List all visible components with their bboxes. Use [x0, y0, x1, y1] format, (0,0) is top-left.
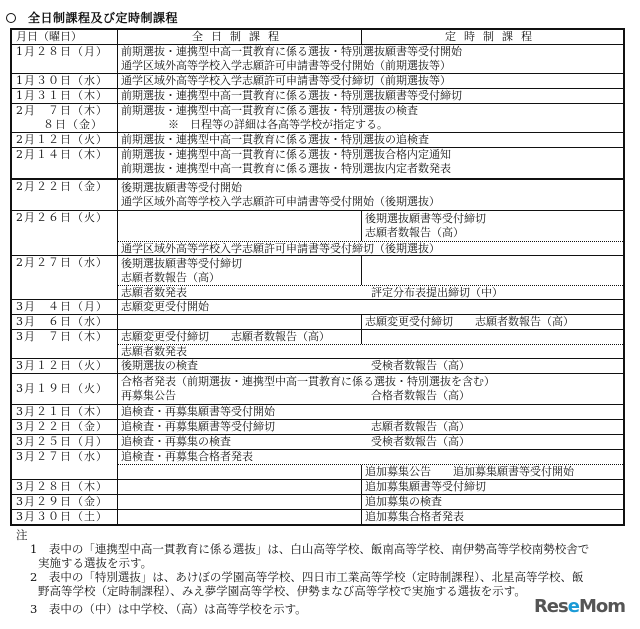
table-row: [12, 450, 623, 480]
row-text: ※ 日程等の詳細は各高等学校が指定する。: [168, 118, 388, 131]
content: [10, 28, 630, 616]
note-2: 2 表中の「特別選抜」は、あけぼの学園高等学校、四日市工業高等学校（定時制課程）、北星高等学校、飯: [30, 570, 584, 584]
header-zen: 全日制課程: [192, 30, 287, 43]
row-date: 3月２２日（金）: [12, 420, 118, 434]
row-text: 志願者数報告（高）: [371, 420, 470, 433]
row-text: 志願変更受付開始: [121, 300, 209, 313]
row-text-line: [118, 285, 623, 299]
row-text: 通学区域外高等学校入学志願許可申請書等受付締切（前期選抜等）: [121, 74, 451, 87]
table-row: [12, 180, 623, 211]
row-text: 追加募集の検査: [365, 495, 442, 508]
row-text: 後期選抜願書等受付締切: [365, 212, 486, 225]
row-text: 通学区域外高等学校入学志願許可申請書等受付開始（後期選抜）: [121, 195, 440, 208]
row-text: 前期選抜・連携型中高一貫教育に係る選抜・特別選抜の追検査: [121, 133, 429, 146]
row-date: 2月２２日（金）: [12, 180, 118, 210]
table-row: [12, 495, 623, 510]
note-2-cont: 野高等学校（定時制課程）、みえ夢学園高等学校、伊勢まなび高等学校で実施する選抜を示す。: [38, 584, 526, 598]
note-1: 1 表中の「連携型中高一貫教育に係る選抜」は、白山高等学校、飯南高等学校、南伊勢高等学校南勢校舎で: [30, 542, 590, 556]
row-date: 3月３０日（土）: [12, 510, 118, 524]
note-3-row: [16, 598, 625, 616]
table-row: [12, 104, 623, 133]
note-3: 3 表中の（中）は中学校、（高）は高等学校を示す。: [30, 602, 307, 616]
table-row: [12, 374, 623, 405]
row-text: 志願変更受付締切 志願者数報告（高）: [365, 315, 574, 328]
row-date: 3月２８日（木）: [12, 480, 118, 494]
row-text: 後期選抜の検査: [121, 359, 198, 372]
row-date: 2月１２日（火）: [12, 133, 118, 147]
row-date: 3月 ７日（木）: [12, 330, 118, 358]
row-text: 追検査・再募集の検査: [121, 435, 231, 448]
note-1-cont: 実施する選抜を示す。: [38, 556, 153, 570]
row-text: 志願者数報告（高）: [365, 226, 464, 239]
row-text: 志願者数報告（高）: [121, 271, 220, 284]
header-date: 月日（曜日）: [12, 30, 118, 44]
table-row: [12, 45, 623, 74]
row-date: 3月１２日（火）: [12, 359, 118, 373]
table-row: [12, 480, 623, 495]
row-text: 後期選抜願書等受付締切: [121, 257, 242, 270]
row-date: 3月２１日（木）: [12, 405, 118, 419]
table-row: [12, 330, 623, 359]
row-text: 追検査・再募集願書等受付締切: [121, 420, 275, 433]
row-text: 追加募集願書等受付締切: [365, 480, 486, 493]
row-text: 追加募集合格者発表: [365, 510, 464, 523]
row-text: 志願者数発表: [118, 344, 623, 358]
row-text: 志願者数発表: [121, 286, 187, 299]
table-row: [12, 420, 623, 435]
table-row: [12, 315, 623, 330]
row-text: 後期選抜願書等受付開始: [121, 181, 242, 194]
table-row: [12, 256, 623, 300]
row-text: 前期選抜・連携型中高一貫教育に係る選抜・特別選抜合格内定通知: [121, 148, 451, 161]
row-date: 3月２５日（月）: [12, 435, 118, 449]
row-date: 1月３１日（木）: [12, 89, 118, 103]
row-date: 3月２７日（水）: [12, 450, 118, 479]
row-date: [12, 104, 118, 132]
notes-heading: 注: [16, 528, 28, 542]
row-date: 2月２６日（火）: [12, 211, 118, 255]
row-date: 2月１４日（木）: [12, 148, 118, 178]
row-text: 追検査・再募集願書等受付開始: [121, 405, 275, 418]
notes: [10, 528, 625, 616]
table-row: [12, 133, 623, 148]
header-tei: 定時制課程: [361, 30, 623, 44]
row-text: 前期選抜・連携型中高一貫教育に係る選抜・特別選抜願書等受付開始: [121, 45, 462, 58]
row-text: 追加募集公告 追加募集願書等受付開始: [365, 465, 574, 478]
row-text: 通学区域外高等学校入学志願許可申請書等受付開始（前期選抜等）: [121, 59, 451, 72]
schedule-table: [10, 28, 625, 526]
table-header: [12, 30, 623, 45]
row-text: 前期選抜・連携型中高一貫教育に係る選抜・特別選抜内定者数発表: [121, 162, 451, 175]
table-row: [12, 300, 623, 315]
table-row: [12, 89, 623, 104]
row-date: 3月 ４日（月）: [12, 300, 118, 314]
row-date: 3月１９日（火）: [12, 374, 118, 404]
table-row: [12, 74, 623, 89]
row-text: 志願変更受付締切 志願者数報告（高）: [121, 330, 330, 343]
row-text: 前期選抜・連携型中高一貫教育に係る選抜・特別選抜願書等受付締切: [121, 89, 462, 102]
row-text: 通学区域外高等学校入学志願許可申請書等受付締切（後期選抜）: [118, 241, 623, 255]
section-title-text: 全日制課程及び定時制課程: [28, 11, 179, 25]
row-date: 2月２７日（水）: [12, 256, 118, 299]
row-date: 3月２９日（金）: [12, 495, 118, 509]
row-date-line: 2月 ７日（木）: [16, 104, 108, 117]
table-row: [12, 435, 623, 450]
row-text: 再募集公告: [121, 389, 176, 402]
row-text: 受検者数報告（高）: [371, 435, 470, 448]
row-text: 評定分布表提出締切（中）: [371, 286, 503, 299]
table-row: [12, 359, 623, 374]
row-text: 受検者数報告（高）: [371, 359, 470, 372]
circle-icon: [6, 13, 16, 23]
resemom-watermark-logo: ReseMom: [533, 596, 625, 617]
row-date-line: ８日（金）: [16, 118, 103, 131]
row-text: 合格者発表（前期選抜・連携型中高一貫教育に係る選抜・特別選抜を含む）: [121, 375, 495, 388]
row-text: 追検査・再募集合格者発表: [121, 450, 253, 463]
table-row: [12, 148, 623, 180]
row-text: 合格者数報告（高）: [371, 389, 470, 402]
table-row: [12, 211, 623, 256]
row-text: 前期選抜・連携型中高一貫教育に係る選抜・特別選抜の検査: [121, 104, 418, 117]
section-title: [6, 9, 178, 26]
table-row: [12, 510, 623, 524]
table-row: [12, 405, 623, 420]
row-date: 1月３０日（水）: [12, 74, 118, 88]
row-date: 1月２８日（月）: [12, 45, 118, 73]
row-date: 3月 ６日（水）: [12, 315, 118, 329]
